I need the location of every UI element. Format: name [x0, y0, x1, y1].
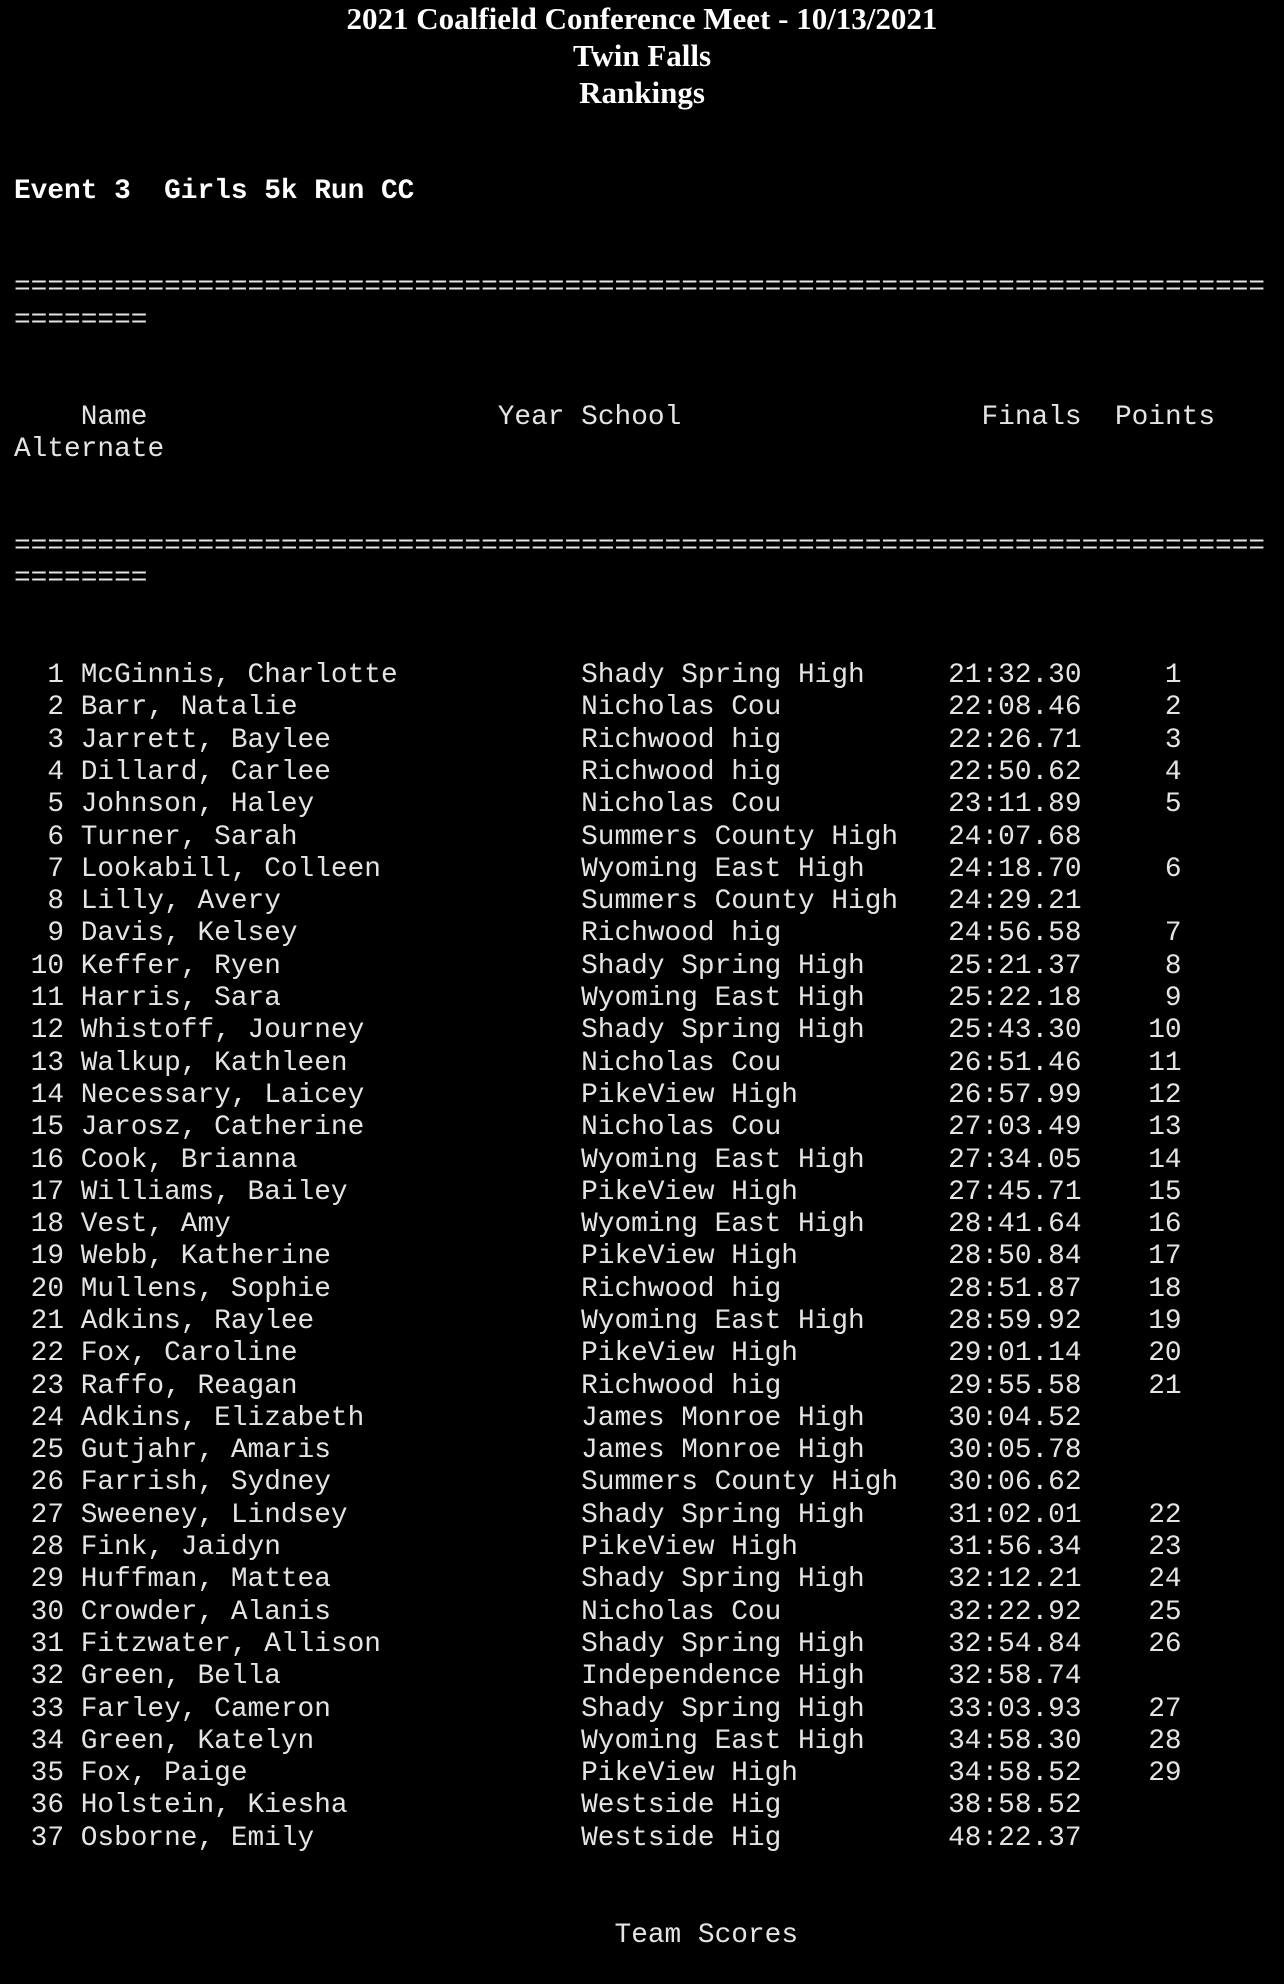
result-row [14, 1241, 1265, 1273]
finals-time-cell: 25:43.30 [948, 1015, 1082, 1047]
gap-cell [64, 1661, 81, 1693]
finals-time-cell: 31:02.01 [948, 1499, 1082, 1531]
result-row [14, 1403, 1265, 1435]
gap-cell [64, 1306, 81, 1338]
points-cell: 4 [1164, 756, 1182, 788]
event-title: Event 3 Girls 5k Run CC [14, 175, 415, 207]
school-cell: James Monroe High [581, 1435, 865, 1467]
result-row [14, 1629, 1265, 1661]
finals-time-cell: 28:50.84 [948, 1241, 1082, 1273]
gap-cell [64, 692, 81, 724]
place-cell: 34 [30, 1725, 65, 1757]
athlete-name-cell: Farrish, Sydney [80, 1467, 331, 1499]
finals-time-cell: 22:08.46 [948, 692, 1082, 724]
place-cell: 9 [47, 918, 65, 950]
points-cell: 24 [1148, 1564, 1182, 1596]
gap-cell [64, 1435, 81, 1467]
school-cell: Independence High [581, 1661, 865, 1693]
place-cell: 32 [30, 1661, 65, 1693]
points-cell: 19 [1148, 1305, 1182, 1337]
athlete-name-cell: Raffo, Reagan [80, 1370, 298, 1402]
athlete-name-cell: Williams, Bailey [80, 1176, 348, 1208]
athlete-name-cell: Davis, Kelsey [80, 918, 298, 950]
place-cell: 37 [30, 1822, 65, 1854]
school-cell: Shady Spring High [581, 1564, 865, 1596]
gap-cell [64, 1048, 81, 1080]
athlete-name-cell: Farley, Cameron [80, 1693, 331, 1725]
school-cell: Shady Spring High [581, 1628, 865, 1660]
gap-cell [64, 1597, 81, 1629]
finals-time-cell: 34:58.52 [948, 1758, 1082, 1790]
school-cell: PikeView High [581, 1079, 798, 1111]
gap-cell [64, 725, 81, 757]
gap-cell [64, 1629, 81, 1661]
points-cell: 13 [1148, 1112, 1182, 1144]
athlete-name-cell: Fink, Jaidyn [80, 1532, 281, 1564]
points-cell: 9 [1164, 983, 1182, 1015]
gap-cell [64, 1241, 81, 1273]
gap-cell [64, 1532, 81, 1564]
gap-cell [64, 1500, 81, 1532]
result-row [14, 660, 1265, 692]
gap-cell [64, 886, 81, 918]
gap-cell [64, 1403, 81, 1435]
result-row [14, 918, 1265, 950]
place-cell: 7 [47, 853, 65, 885]
gap-cell [64, 1823, 81, 1855]
school-cell: Nicholas Cou [581, 1112, 782, 1144]
finals-time-cell: 34:58.30 [948, 1725, 1082, 1757]
finals-time-cell: 30:06.62 [948, 1467, 1082, 1499]
school-cell: Westside Hig [581, 1790, 782, 1822]
athlete-name-cell: Jarrett, Baylee [80, 724, 331, 756]
result-row [14, 1823, 1265, 1855]
points-cell: 8 [1164, 950, 1182, 982]
finals-time-cell: 21:32.30 [948, 660, 1082, 692]
points-cell: 29 [1148, 1758, 1182, 1790]
finals-time-cell: 29:55.58 [948, 1370, 1082, 1402]
results-listing [0, 111, 1265, 1984]
place-cell: 19 [30, 1241, 65, 1273]
athlete-name-cell: Dillard, Carlee [80, 756, 331, 788]
results-table [14, 660, 1265, 1855]
gap-cell [64, 983, 81, 1015]
result-row [14, 822, 1265, 854]
school-cell: Wyoming East High [581, 1305, 865, 1337]
place-cell: 5 [47, 789, 65, 821]
finals-time-cell: 25:21.37 [948, 950, 1082, 982]
school-cell: Richwood hig [581, 1370, 782, 1402]
gap-cell [64, 1694, 81, 1726]
athlete-name-cell: Fox, Caroline [80, 1338, 298, 1370]
place-cell: 29 [30, 1564, 65, 1596]
place-cell: 18 [30, 1209, 65, 1241]
place-cell: 27 [30, 1499, 65, 1531]
school-cell: PikeView High [581, 1532, 798, 1564]
result-row [14, 983, 1265, 1015]
points-cell: 22 [1148, 1499, 1182, 1531]
athlete-name-cell: Walkup, Kathleen [80, 1047, 348, 1079]
result-row [14, 1790, 1265, 1822]
athlete-name-cell: Turner, Sarah [80, 821, 298, 853]
athlete-name-cell: Whistoff, Journey [80, 1015, 365, 1047]
result-row [14, 886, 1265, 918]
school-cell: Nicholas Cou [581, 1596, 782, 1628]
school-cell: Richwood hig [581, 1273, 782, 1305]
place-cell: 3 [47, 724, 65, 756]
school-cell: James Monroe High [581, 1402, 865, 1434]
result-row [14, 1661, 1265, 1693]
column-headers: Name Year School Finals Points Alternate [14, 401, 1232, 465]
place-cell: 12 [30, 1015, 65, 1047]
athlete-name-cell: Jarosz, Catherine [80, 1112, 365, 1144]
result-row [14, 1306, 1265, 1338]
finals-time-cell: 33:03.93 [948, 1693, 1082, 1725]
athlete-name-cell: Adkins, Elizabeth [80, 1402, 365, 1434]
athlete-name-cell: Fitzwater, Allison [80, 1628, 381, 1660]
athlete-name-cell: Holstein, Kiesha [80, 1790, 348, 1822]
gap-cell [64, 822, 81, 854]
athlete-name-cell: Mullens, Sophie [80, 1273, 331, 1305]
points-cell: 2 [1164, 692, 1182, 724]
school-cell: Wyoming East High [581, 853, 865, 885]
points-cell: 6 [1164, 853, 1182, 885]
points-cell: 17 [1148, 1241, 1182, 1273]
school-cell: Summers County High [581, 886, 899, 918]
school-cell: Nicholas Cou [581, 1047, 782, 1079]
result-row [14, 1758, 1265, 1790]
finals-time-cell: 22:26.71 [948, 724, 1082, 756]
points-cell: 26 [1148, 1628, 1182, 1660]
result-row [14, 1338, 1265, 1370]
result-row [14, 1209, 1265, 1241]
gap-cell [64, 1209, 81, 1241]
gap-cell [64, 918, 81, 950]
result-row [14, 1274, 1265, 1306]
athlete-name-cell: McGinnis, Charlotte [80, 660, 398, 692]
finals-time-cell: 24:07.68 [948, 821, 1082, 853]
place-cell: 26 [30, 1467, 65, 1499]
points-cell: 28 [1148, 1725, 1182, 1757]
school-cell: Shady Spring High [581, 950, 865, 982]
place-cell: 23 [30, 1370, 65, 1402]
finals-time-cell: 22:50.62 [948, 756, 1082, 788]
team-scores-heading: Team Scores [14, 1919, 799, 1951]
points-cell: 12 [1148, 1079, 1182, 1111]
athlete-name-cell: Fox, Paige [80, 1758, 248, 1790]
school-cell: Nicholas Cou [581, 789, 782, 821]
athlete-name-cell: Harris, Sara [80, 983, 281, 1015]
result-row [14, 1597, 1265, 1629]
place-cell: 24 [30, 1402, 65, 1434]
finals-time-cell: 23:11.89 [948, 789, 1082, 821]
school-cell: Richwood hig [581, 756, 782, 788]
athlete-name-cell: Lookabill, Colleen [80, 853, 381, 885]
place-cell: 15 [30, 1112, 65, 1144]
points-cell: 25 [1148, 1596, 1182, 1628]
finals-time-cell: 27:45.71 [948, 1176, 1082, 1208]
school-cell: PikeView High [581, 1241, 798, 1273]
school-cell: Shady Spring High [581, 1499, 865, 1531]
result-row [14, 1532, 1265, 1564]
gap-cell [64, 951, 81, 983]
meet-title: 2021 Coalfield Conference Meet - 10/13/2021 [346, 1, 938, 36]
athlete-name-cell: Huffman, Mattea [80, 1564, 331, 1596]
gap-cell [64, 1145, 81, 1177]
place-cell: 30 [30, 1596, 65, 1628]
finals-time-cell: 30:05.78 [948, 1435, 1082, 1467]
points-cell: 20 [1148, 1338, 1182, 1370]
school-cell: Summers County High [581, 821, 899, 853]
points-cell: 1 [1164, 660, 1182, 692]
points-cell: 3 [1164, 724, 1182, 756]
place-cell: 21 [30, 1305, 65, 1337]
points-cell: 23 [1148, 1532, 1182, 1564]
result-row [14, 1500, 1265, 1532]
place-cell: 2 [47, 692, 65, 724]
gap-cell [64, 660, 81, 692]
place-cell: 16 [30, 1144, 65, 1176]
finals-time-cell: 28:51.87 [948, 1273, 1082, 1305]
finals-time-cell: 28:41.64 [948, 1209, 1082, 1241]
school-cell: Richwood hig [581, 724, 782, 756]
place-cell: 31 [30, 1628, 65, 1660]
points-cell: 10 [1148, 1015, 1182, 1047]
gap-cell [64, 1790, 81, 1822]
result-row [14, 692, 1265, 724]
athlete-name-cell: Green, Bella [80, 1661, 281, 1693]
athlete-name-cell: Crowder, Alanis [80, 1596, 331, 1628]
separator-bottom: =================================================================================== [14, 530, 1266, 595]
place-cell: 14 [30, 1079, 65, 1111]
points-cell: 11 [1148, 1047, 1182, 1079]
points-cell: 5 [1164, 789, 1182, 821]
result-row [14, 1564, 1265, 1596]
result-row [14, 951, 1265, 983]
finals-time-cell: 27:03.49 [948, 1112, 1082, 1144]
gap-cell [64, 1467, 81, 1499]
school-cell: Shady Spring High [581, 1693, 865, 1725]
points-cell: 16 [1148, 1209, 1182, 1241]
place-cell: 8 [47, 886, 65, 918]
result-row [14, 1694, 1265, 1726]
result-row [14, 1015, 1265, 1047]
finals-time-cell: 30:04.52 [948, 1402, 1082, 1434]
athlete-name-cell: Lilly, Avery [80, 886, 281, 918]
finals-time-cell: 28:59.92 [948, 1305, 1082, 1337]
gap-cell [64, 1726, 81, 1758]
athlete-name-cell: Vest, Amy [80, 1209, 231, 1241]
result-row [14, 854, 1265, 886]
place-cell: 28 [30, 1532, 65, 1564]
points-cell: 15 [1148, 1176, 1182, 1208]
school-cell: Shady Spring High [581, 1015, 865, 1047]
athlete-name-cell: Gutjahr, Amaris [80, 1435, 331, 1467]
place-cell: 20 [30, 1273, 65, 1305]
athlete-name-cell: Necessary, Laicey [80, 1079, 365, 1111]
school-cell: Westside Hig [581, 1822, 782, 1854]
athlete-name-cell: Osborne, Emily [80, 1822, 315, 1854]
gap-cell [64, 1015, 81, 1047]
athlete-name-cell: Barr, Natalie [80, 692, 298, 724]
report-type: Rankings [579, 75, 705, 110]
place-cell: 25 [30, 1435, 65, 1467]
gap-cell [64, 1338, 81, 1370]
finals-time-cell: 26:57.99 [948, 1079, 1082, 1111]
points-cell: 14 [1148, 1144, 1182, 1176]
result-row [14, 1726, 1265, 1758]
place-cell: 1 [47, 660, 65, 692]
athlete-name-cell: Johnson, Haley [80, 789, 315, 821]
place-cell: 11 [30, 983, 65, 1015]
gap-cell [64, 1112, 81, 1144]
athlete-name-cell: Adkins, Raylee [80, 1305, 315, 1337]
school-cell: Richwood hig [581, 918, 782, 950]
place-cell: 10 [30, 950, 65, 982]
gap-cell [64, 1177, 81, 1209]
place-cell: 33 [30, 1693, 65, 1725]
athlete-name-cell: Keffer, Ryen [80, 950, 281, 982]
finals-time-cell: 24:18.70 [948, 853, 1082, 885]
finals-time-cell: 32:58.74 [948, 1661, 1082, 1693]
school-cell: Shady Spring High [581, 660, 865, 692]
result-row [14, 725, 1265, 757]
finals-time-cell: 48:22.37 [948, 1822, 1082, 1854]
finals-time-cell: 32:12.21 [948, 1564, 1082, 1596]
place-cell: 35 [30, 1758, 65, 1790]
points-cell: 27 [1148, 1693, 1182, 1725]
result-row [14, 1048, 1265, 1080]
result-row [14, 1467, 1265, 1499]
meet-location: Twin Falls [572, 38, 712, 73]
school-cell: Wyoming East High [581, 1725, 865, 1757]
athlete-name-cell: Green, Katelyn [80, 1725, 315, 1757]
school-cell: PikeView High [581, 1176, 798, 1208]
result-row [14, 1145, 1265, 1177]
place-cell: 17 [30, 1176, 65, 1208]
school-cell: Wyoming East High [581, 1209, 865, 1241]
finals-time-cell: 38:58.52 [948, 1790, 1082, 1822]
result-row [14, 757, 1265, 789]
finals-time-cell: 27:34.05 [948, 1144, 1082, 1176]
finals-time-cell: 26:51.46 [948, 1047, 1082, 1079]
gap-cell [64, 1274, 81, 1306]
place-cell: 13 [30, 1047, 65, 1079]
result-row [14, 1371, 1265, 1403]
result-row [14, 789, 1265, 821]
finals-time-cell: 32:22.92 [948, 1596, 1082, 1628]
points-cell: 21 [1148, 1370, 1182, 1402]
result-row [14, 1080, 1265, 1112]
points-cell: 18 [1148, 1273, 1182, 1305]
school-cell: PikeView High [581, 1758, 798, 1790]
gap-cell [64, 757, 81, 789]
finals-time-cell: 25:22.18 [948, 983, 1082, 1015]
result-row [14, 1435, 1265, 1467]
finals-time-cell: 31:56.34 [948, 1532, 1082, 1564]
place-cell: 4 [47, 756, 65, 788]
athlete-name-cell: Cook, Brianna [80, 1144, 298, 1176]
result-row [14, 1177, 1265, 1209]
place-cell: 36 [30, 1790, 65, 1822]
place-cell: 22 [30, 1338, 65, 1370]
athlete-name-cell: Sweeney, Lindsey [80, 1499, 348, 1531]
school-cell: PikeView High [581, 1338, 798, 1370]
report-header [0, 0, 1284, 111]
points-cell: 7 [1164, 918, 1182, 950]
school-cell: Wyoming East High [581, 1144, 865, 1176]
gap-cell [64, 789, 81, 821]
school-cell: Nicholas Cou [581, 692, 782, 724]
finals-time-cell: 24:56.58 [948, 918, 1082, 950]
gap-cell [64, 1564, 81, 1596]
separator-top: =================================================================================== [14, 272, 1266, 336]
place-cell: 6 [47, 821, 65, 853]
finals-time-cell: 24:29.21 [948, 886, 1082, 918]
result-row [14, 1112, 1265, 1144]
gap-cell [64, 1758, 81, 1790]
athlete-name-cell: Webb, Katherine [80, 1241, 331, 1273]
school-cell: Summers County High [581, 1467, 899, 1499]
finals-time-cell: 29:01.14 [948, 1338, 1082, 1370]
gap-cell [64, 854, 81, 886]
finals-time-cell: 32:54.84 [948, 1628, 1082, 1660]
gap-cell [64, 1080, 81, 1112]
gap-cell [64, 1371, 81, 1403]
school-cell: Wyoming East High [581, 983, 865, 1015]
